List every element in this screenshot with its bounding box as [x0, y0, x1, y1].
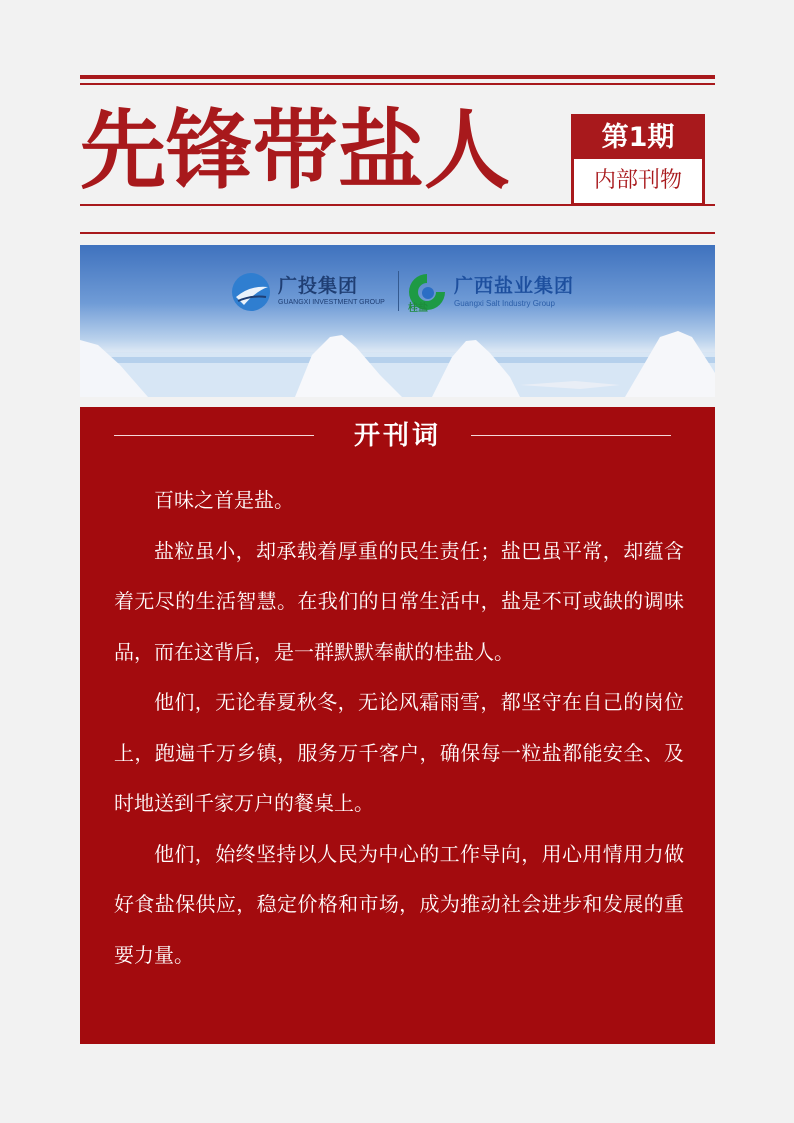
salt-group-logo: [406, 267, 576, 317]
logo-divider: [398, 271, 399, 311]
masthead-title: 先锋带盐人: [80, 101, 510, 201]
salt-group-logo-en: Guangxi Salt Industry Group: [454, 299, 555, 308]
paragraph: 他们，无论春夏秋冬，无论风霜雨雪，都坚守在自己的岗位上，跑遍千万乡镇，服务万千客户，确保每一粒盐都能安全、及时地送到千家万户的餐桌上。: [114, 690, 684, 815]
salt-group-logo-sub: 桂盐: [408, 303, 428, 314]
paragraph: 他们，始终坚持以人民为中心的工作导向，用心用情用力做好食盐保供应，稳定价格和市场，成为推动社会进步和发展的重要力量。: [114, 841, 684, 967]
logo-bar: [230, 267, 575, 317]
salt-field-banner: [80, 245, 715, 397]
banner-top-rule: [80, 232, 715, 234]
top-rule-thin: [80, 83, 715, 85]
guangtou-logo-en: GUANGXI INVESTMENT GROUP: [278, 299, 385, 306]
paragraph: 百味之首是盐。: [154, 488, 294, 512]
foreword-panel: [80, 407, 715, 1044]
paragraph: 盐粒虽小，却承载着厚重的民生责任；盐巴虽平常，却蕴含着无尽的生活智慧。在我们的日常生活中，盐是不可或缺的调味品，而在这背后，是一群默默奉献的桂盐人。: [114, 538, 684, 664]
issue-number: 第1期: [574, 117, 702, 159]
guangtou-logo: [230, 267, 390, 317]
issue-box: [571, 114, 705, 206]
guangtou-logo-icon: [230, 271, 272, 313]
section-title: 开刊词: [353, 421, 441, 451]
water-reflection: [80, 357, 715, 363]
section-divider-left: [114, 435, 314, 436]
top-rule-thick: [80, 75, 715, 79]
masthead-bottom-rule: [80, 204, 715, 206]
section-divider-right: [471, 435, 671, 436]
foreword-body: [114, 475, 684, 980]
guangtou-logo-cn: 广投集团: [278, 275, 359, 297]
issue-label: 内部刊物: [593, 168, 682, 193]
salt-group-logo-cn: 广西盐业集团: [454, 275, 575, 297]
